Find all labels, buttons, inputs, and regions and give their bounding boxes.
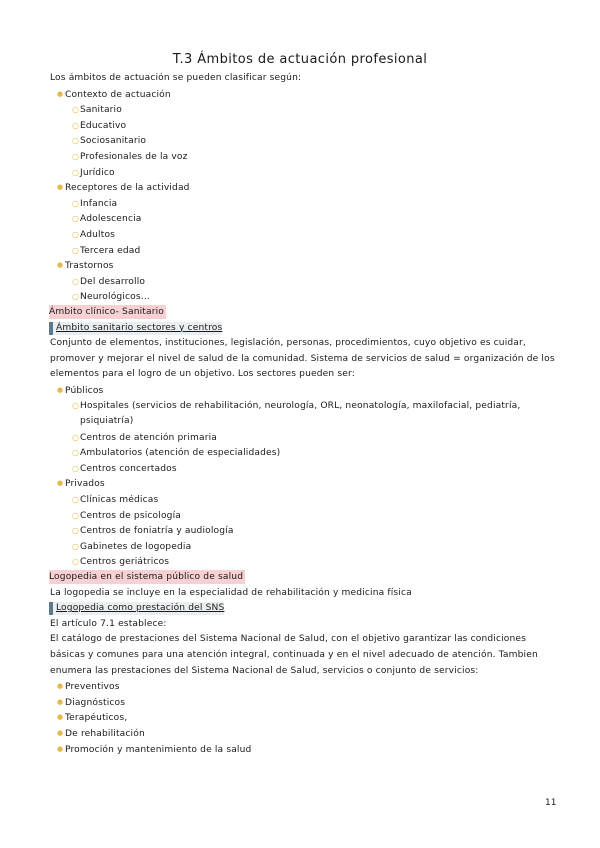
bullet-icon: ● <box>57 183 64 192</box>
bullet-icon: ● <box>57 89 64 98</box>
circle-bullet-icon: ○ <box>72 526 80 536</box>
bullet-icon: ● <box>57 728 64 737</box>
page-number: 11 <box>545 798 557 808</box>
list-item: ○Infancia <box>50 196 550 212</box>
bullet-icon: ● <box>57 261 64 270</box>
circle-bullet-icon: ○ <box>72 541 80 551</box>
list-item: ○Profesionales de la voz <box>50 149 550 165</box>
logopedia-text: La logopedia se incluye en la especialidad de rehabilitación y medicina física <box>50 587 412 598</box>
document-page <box>49 52 555 757</box>
circle-bullet-icon: ○ <box>72 276 80 286</box>
list-item: ● Contexto de actuación <box>50 87 550 103</box>
bullet-icon: ● <box>57 713 64 722</box>
list-item: ○Hospitales (servicios de rehabilitación, neurología, ORL, neonatología, maxilofacial, pediatría, <box>50 398 550 414</box>
list-item: ○Del desarrollo <box>50 274 550 290</box>
bullet-icon: ● <box>57 479 64 488</box>
list-item: ● Preventivos <box>50 679 550 695</box>
circle-bullet-icon: ○ <box>72 198 80 208</box>
bullet-icon: ● <box>57 744 64 753</box>
section-heading: Logopedia en el sistema público de salud <box>49 572 244 582</box>
circle-bullet-icon: ○ <box>72 105 80 115</box>
list-item: ○Jurídico <box>50 165 550 181</box>
list-item: ○Clínicas médicas <box>50 492 550 508</box>
circle-bullet-icon: ○ <box>72 167 80 177</box>
circle-bullet-icon: ○ <box>72 432 80 442</box>
list-item: ● Promoción y mantenimiento de la salud <box>50 742 550 758</box>
list-item: ○Educativo <box>50 118 550 134</box>
circle-bullet-icon: ○ <box>72 448 80 458</box>
list-item: ● Privados <box>50 476 550 492</box>
bullet-icon: ● <box>57 697 64 706</box>
list-item: ● De rehabilitación <box>50 726 550 742</box>
list-item: ○Centros concertados <box>50 461 550 477</box>
list-item-continuation: psiquiatría) <box>80 416 134 427</box>
list-item: ○Centros de psicología <box>50 508 550 524</box>
list-item: ● Trastornos <box>50 258 550 274</box>
bullet-icon: ● <box>57 385 64 394</box>
list-item: ● Públicos <box>50 383 550 399</box>
article-text: El artículo 7.1 establece: <box>50 618 167 629</box>
list-item: ○Gabinetes de logopedia <box>50 539 550 555</box>
circle-bullet-icon: ○ <box>72 229 80 239</box>
list-item: ○Centros de atención primaria <box>50 430 550 446</box>
list-item: ○Sanitario <box>50 102 550 118</box>
circle-bullet-icon: ○ <box>72 136 80 146</box>
list-item: ○Neurológicos… <box>50 289 550 305</box>
circle-bullet-icon: ○ <box>72 557 80 567</box>
bullet-icon: ● <box>57 682 64 691</box>
circle-bullet-icon: ○ <box>72 292 80 302</box>
circle-bullet-icon: ○ <box>72 401 80 411</box>
circle-bullet-icon: ○ <box>72 120 80 130</box>
list-item: ○Tercera edad <box>50 243 550 259</box>
list-item: ○Ambulatorios (atención de especialidades) <box>50 445 550 461</box>
list-item: ○Adultos <box>50 227 550 243</box>
list-item: ○Centros geriátricos <box>50 554 550 570</box>
list-item: ● Terapéuticos, <box>50 710 550 726</box>
page-title: T.3 Ámbitos de actuación profesional <box>172 52 428 67</box>
list-item: ○Sociosanitario <box>50 133 550 149</box>
list-item: ● Receptores de la actividad <box>50 180 550 196</box>
list-item: ● Diagnósticos <box>50 695 550 711</box>
list-item: ○Adolescencia <box>50 211 550 227</box>
section-heading: Ámbito clínico- Sanitario <box>49 306 164 317</box>
circle-bullet-icon: ○ <box>72 245 80 255</box>
intro-text: Los ámbitos de actuación se pueden clasificar según: <box>50 73 302 83</box>
paragraph: El catálogo de prestaciones del Sistema Nacional de Salud, con el objetivo garantizar las condiciones básicas y comunes para una atención integral, continuada y en el nivel adecuado de atención. Tambien enumera las prestaciones del Sistema Nacional de Salud, servicios o conjunto de servicios: <box>50 634 538 676</box>
circle-bullet-icon: ○ <box>72 510 80 520</box>
subsection-heading: Logopedia como prestación del SNS <box>50 601 550 617</box>
subsection-heading: Ámbito sanitario sectores y centros <box>50 321 550 337</box>
circle-bullet-icon: ○ <box>72 151 80 161</box>
paragraph: Conjunto de elementos, instituciones, legislación, personas, procedimientos, cuyo objetivo es cuidar, promover y mejorar el nivel de salud de la comunidad. Sistema de servicios de salud = organización de los elementos para el logro de un objetivo. Los sectores pueden ser: <box>50 338 555 380</box>
list-item: ○Centros de foniatría y audiología <box>50 523 550 539</box>
circle-bullet-icon: ○ <box>72 214 80 224</box>
circle-bullet-icon: ○ <box>72 463 80 473</box>
circle-bullet-icon: ○ <box>72 495 80 505</box>
